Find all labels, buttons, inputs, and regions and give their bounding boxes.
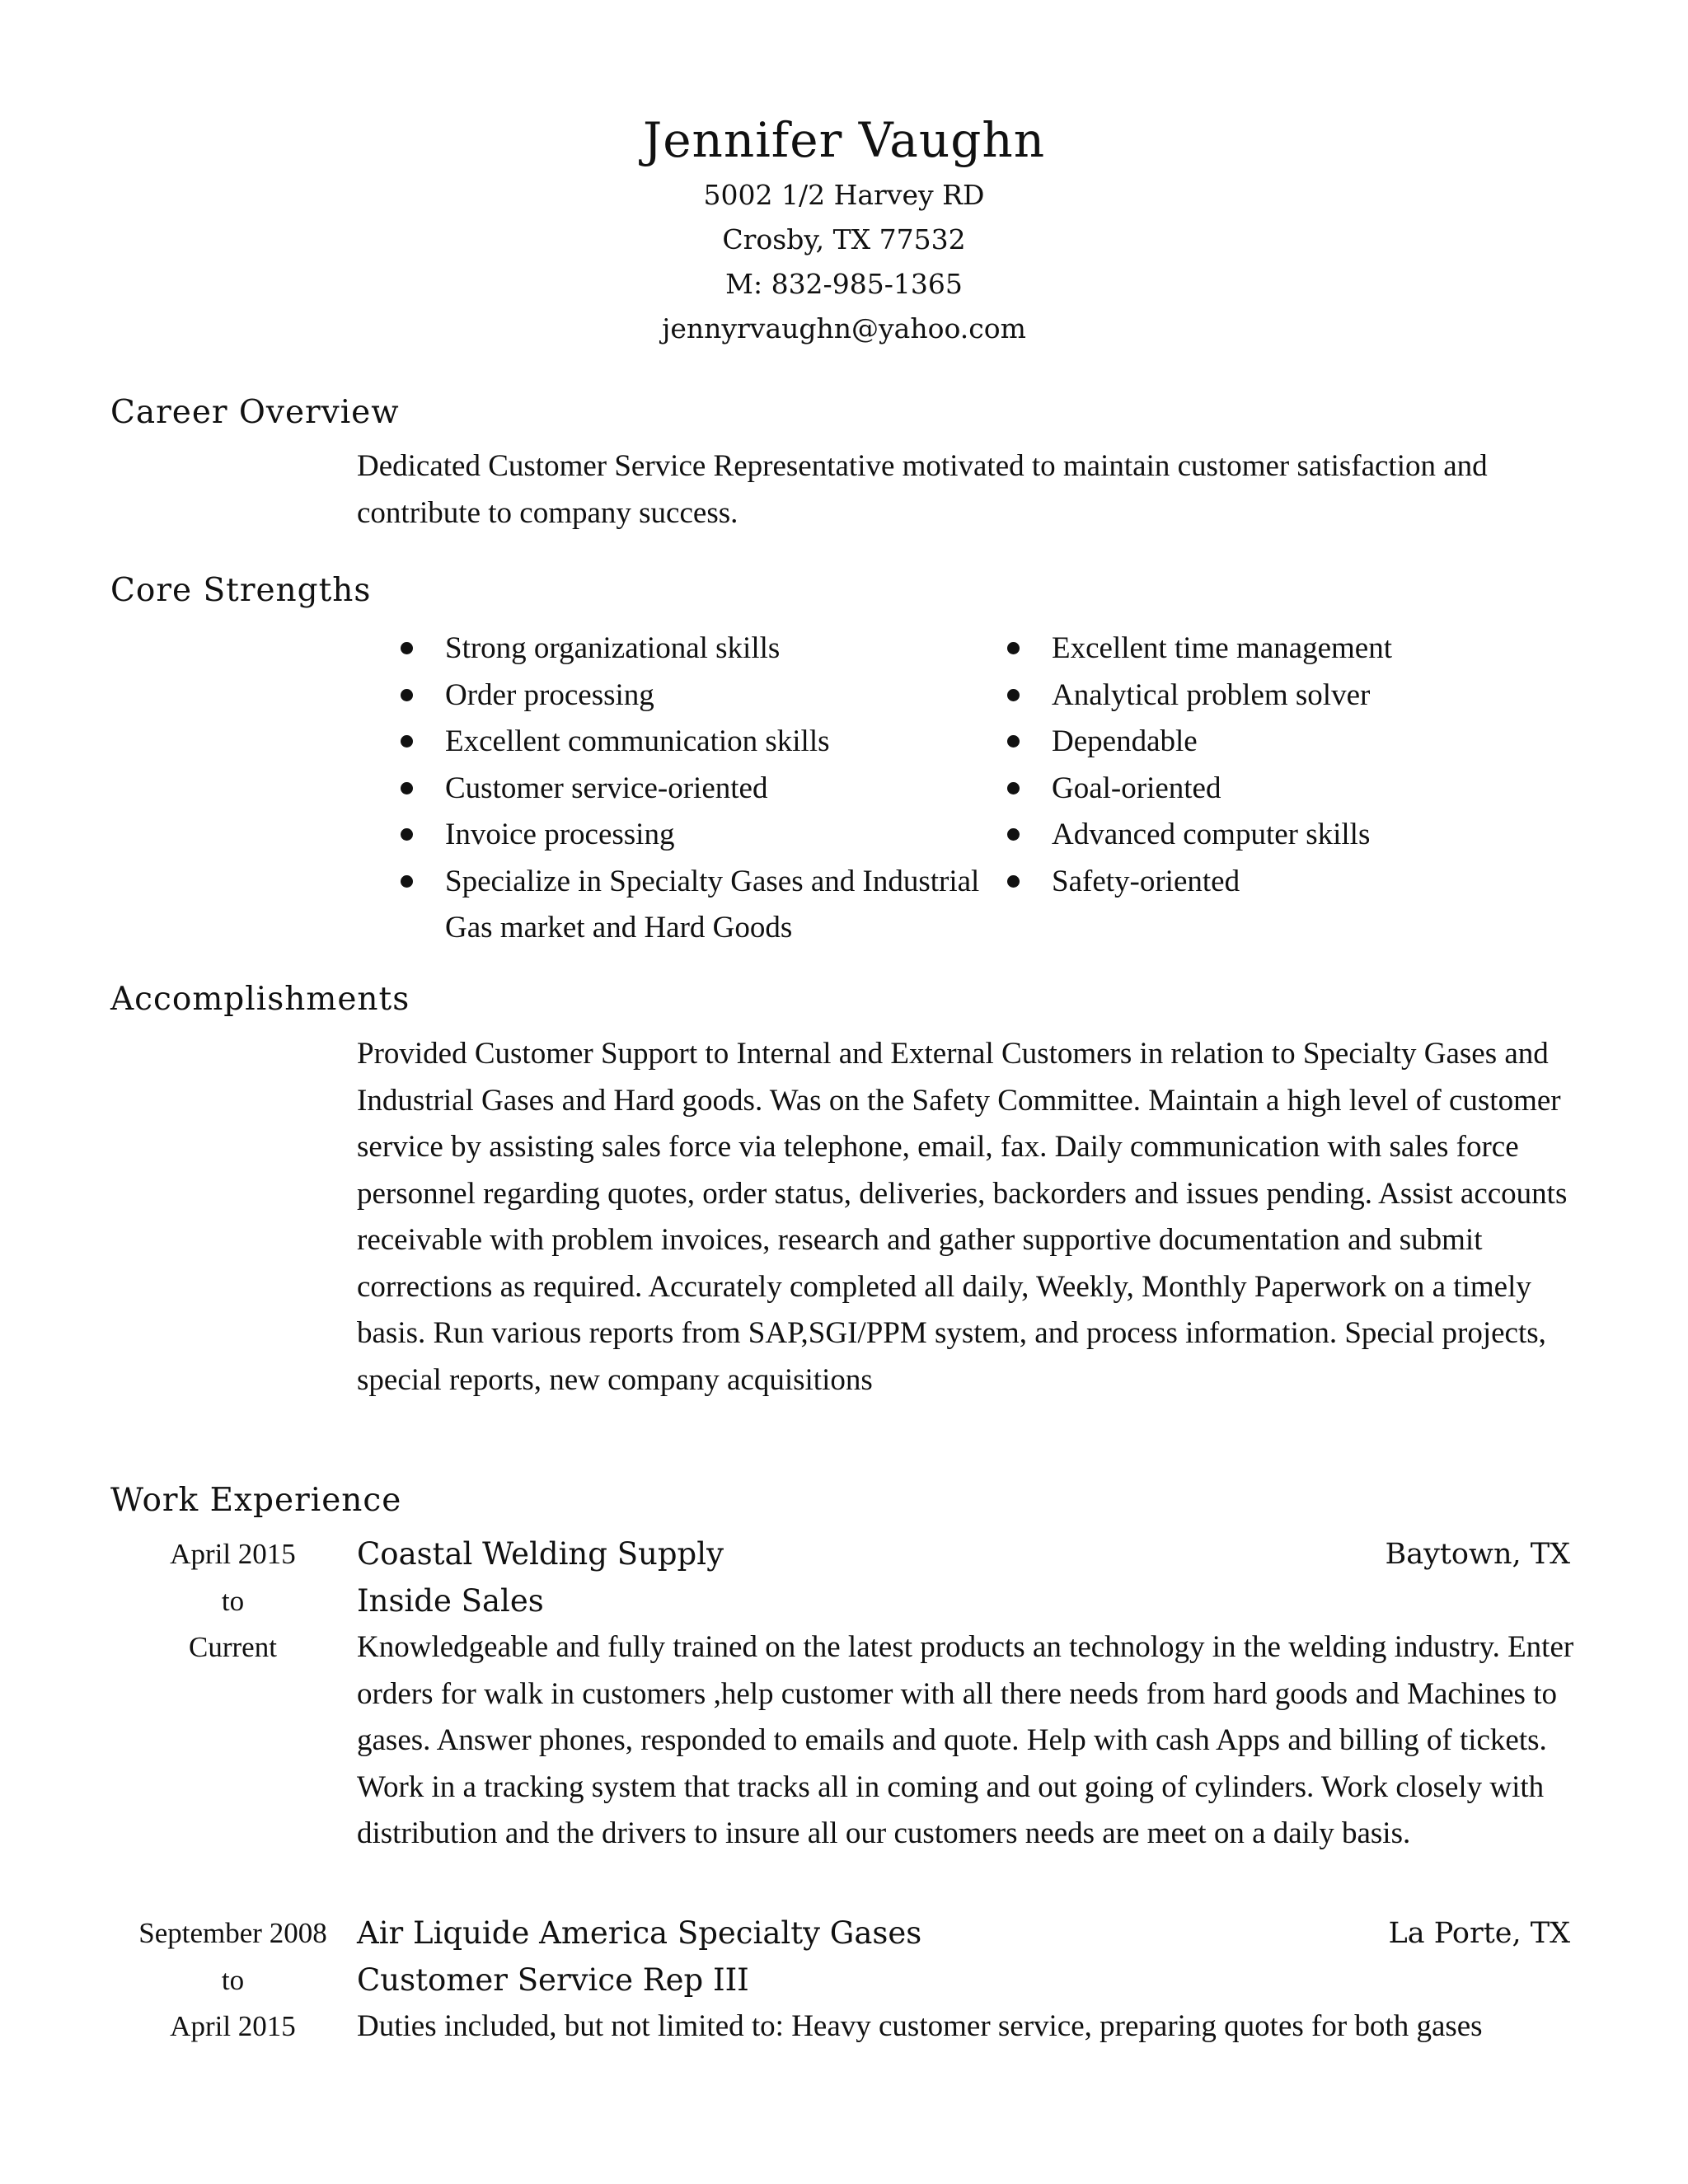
job-start-date: September 2008 <box>138 1917 327 1949</box>
accomplishments-text: Provided Customer Support to Internal and External Customers in relation to Specialty Gases and Industrial Gases and Hard goods. Was on the Safety Committee. Maintain a high level of customer service by assisting sales force via telephone, email, fax. Daily communication with sales force personnel regarding quotes, order status, deliveries, backorders and issues pending. Assist accounts receivable with problem invoices, research and gather supportive documentation and submit corrections as required. Accurately completed all daily, Weekly, Monthly Paperwork on a timely basis. Run various reports from SAP,SGI/PPM system, and process information. Special projects, special reports, new company acquisitions <box>357 1037 1568 1397</box>
email-address: jennyrvaughn@yahoo.com <box>662 312 1026 344</box>
strength-item: Excellent communication skills <box>401 719 994 766</box>
strengths-list-left <box>401 626 994 952</box>
job-location: La Porte, TX <box>1388 1917 1570 1950</box>
strength-item: Invoice processing <box>401 812 994 859</box>
job-start-date: April 2015 <box>170 1538 296 1570</box>
address-line-2: Crosby, TX 77532 <box>722 223 966 255</box>
resume-header <box>0 107 1688 351</box>
job-end-date: Current <box>189 1631 277 1663</box>
core-strengths-heading: Core Strengths <box>110 572 372 609</box>
career-overview-text: Dedicated Customer Service Representative motivated to maintain customer satisfaction and contribute to company success. <box>357 449 1488 530</box>
career-overview-heading: Career Overview <box>110 394 400 431</box>
job-description: Knowledgeable and fully trained on the latest products an technology in the welding industry. Enter orders for walk in customers ,help customer with all there needs from hard goods and Machines to gases. Answer phones, responded to emails and quote. Help with cash Apps and billing of tickets. Work in a tracking system that tracks all in coming and out going of cylinders. Work closely with distribution and the drivers to insure all our customers needs are meet on a daily basis. <box>357 1630 1574 1850</box>
candidate-name: Jennifer Vaughn <box>642 112 1046 168</box>
strengths-list-right <box>1007 626 1584 905</box>
strength-item: Specialize in Specialty Gases and Industrial Gas market and Hard Goods <box>401 859 994 952</box>
job-location: Baytown, TX <box>1385 1538 1570 1571</box>
job-date-separator: to <box>221 1584 245 1617</box>
job-end-date: April 2015 <box>170 2010 296 2042</box>
phone-number: M: 832-985-1365 <box>725 268 963 300</box>
address-line-1: 5002 1/2 Harvey RD <box>703 179 985 211</box>
strength-item: Safety-oriented <box>1007 859 1584 906</box>
strength-item: Goal-oriented <box>1007 766 1584 813</box>
strength-item: Customer service-oriented <box>401 766 994 813</box>
job-company: Air Liquide America Specialty Gases <box>357 1915 922 1951</box>
job-company: Coastal Welding Supply <box>357 1536 724 1572</box>
strength-item: Analytical problem solver <box>1007 673 1584 719</box>
strength-item: Order processing <box>401 673 994 719</box>
strength-item: Advanced computer skills <box>1007 812 1584 859</box>
work-experience-heading: Work Experience <box>110 1482 402 1519</box>
job-dates <box>115 1531 350 1671</box>
job-role: Inside Sales <box>357 1582 544 1619</box>
strength-item: Dependable <box>1007 719 1584 766</box>
strength-item: Strong organizational skills <box>401 626 994 673</box>
job-description: Duties included, but not limited to: Heavy customer service, preparing quotes for both gases <box>357 2009 1483 2043</box>
job-role: Customer Service Rep III <box>357 1961 749 1998</box>
accomplishments-heading: Accomplishments <box>110 981 410 1018</box>
job-date-separator: to <box>221 1963 245 1996</box>
job-dates <box>115 1910 350 2050</box>
strength-item: Excellent time management <box>1007 626 1584 673</box>
